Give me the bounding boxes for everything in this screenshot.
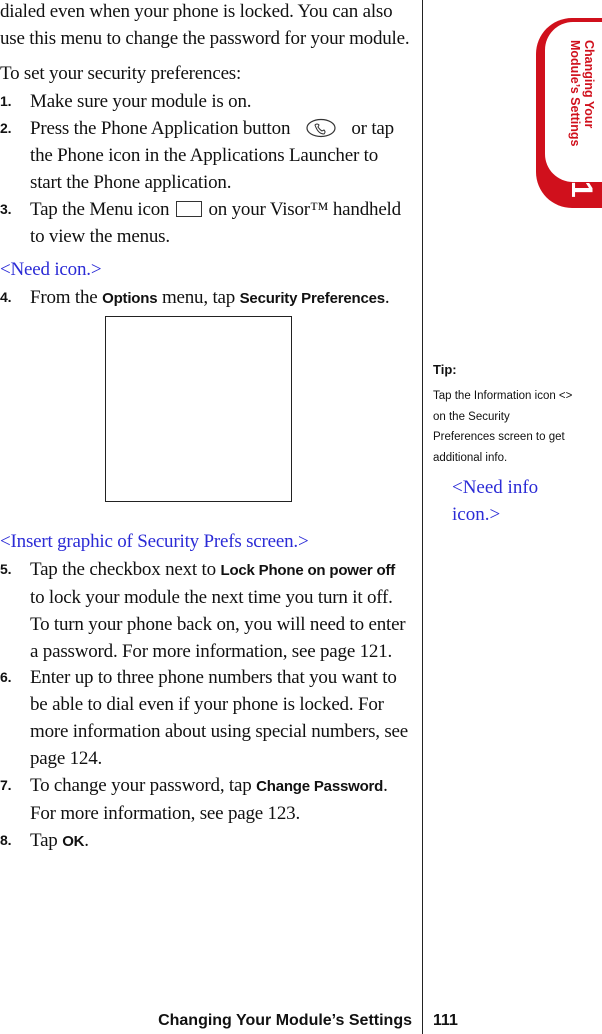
step-text: Enter up to three phone numbers that you want to be able to dial even if your phone is locked. For more information about using special numbers, see page 124. <box>30 667 409 769</box>
security-preferences-label: Security Preferences <box>239 290 385 307</box>
footer-title: Changing Your Module’s Settings <box>158 1012 412 1029</box>
need-icon-note: <Need icon.> <box>0 259 102 280</box>
change-password-label: Change Password <box>256 778 384 795</box>
ok-label: OK <box>62 833 85 850</box>
step-text-pre: Tap the Menu icon <box>30 199 170 220</box>
lock-phone-on-power-off-label: Lock Phone on power off <box>220 562 396 579</box>
column-divider <box>422 0 423 1034</box>
tip-label: Tip: <box>433 362 457 377</box>
step-number: 4. <box>0 289 12 305</box>
menu-icon <box>176 201 202 217</box>
step-number: 3. <box>0 201 12 217</box>
step-number: 6. <box>0 669 12 685</box>
phone-app-icon <box>299 117 343 139</box>
intro-lead: To set your security preferences: <box>0 63 242 84</box>
tip-text: Tap the Information icon <> on the Security Preferences screen to get additional info. <box>433 390 573 464</box>
chapter-tab-title: Changing Your Module’s Settings <box>568 40 596 147</box>
options-menu-label: Options <box>102 290 158 307</box>
step-text-post: or tap the Phone icon in the Applications Launcher to start the Phone application. <box>30 118 394 193</box>
step-number: 5. <box>0 561 12 577</box>
step-number: 1. <box>0 93 12 109</box>
step-number: 8. <box>0 832 12 848</box>
need-info-icon-note: <Need info icon.> <box>452 477 539 525</box>
page-number: 111 <box>433 1012 458 1029</box>
intro-continued: dialed even when your phone is locked. You can also use this menu to change the password for your module. <box>0 1 410 49</box>
chapter-number: 11 <box>565 166 598 198</box>
step-text: Make sure your module is on. <box>30 91 252 112</box>
step-number: 2. <box>0 120 12 136</box>
step-text-post: on your Visor™ handheld to view the menus. <box>30 199 401 247</box>
security-prefs-screen-placeholder <box>105 316 292 502</box>
insert-graphic-note: <Insert graphic of Security Prefs screen.> <box>0 531 309 552</box>
step-number: 7. <box>0 777 12 793</box>
step-text-pre: Press the Phone Application button <box>30 118 291 139</box>
